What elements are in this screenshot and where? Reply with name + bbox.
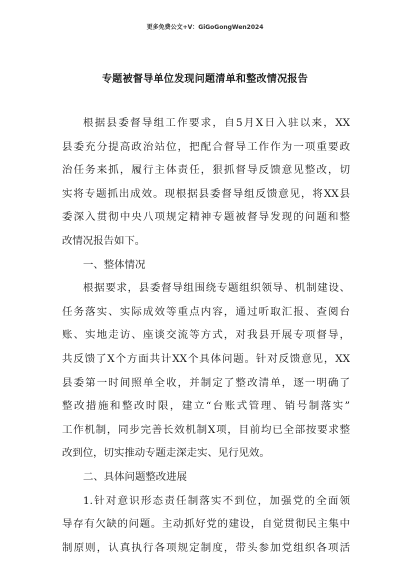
section-heading: 一、整体情况: [83, 258, 146, 271]
paragraph-line: 导存有欠缺的问题。主动抓好党的建设，自觉贯彻民主集中: [62, 518, 350, 531]
paragraph-line: 1.针对意识形态责任制落实不到位，加强党的全面领: [83, 494, 350, 507]
paragraph-line: 实将专题抓出成效。现根据县委督导组反馈意见，将XX县: [62, 187, 350, 200]
document-body: [62, 112, 350, 560]
paragraph-line: 治任务来抓，履行主体责任，狠抓督导反馈意见整改，切: [62, 164, 350, 177]
paragraph-line: 制原则，认真执行各项规定制度，带头参加党组织各项活: [62, 541, 350, 554]
paragraph-line: 工作机制，同步完善长效机制X项，目前均已全部按要求整: [62, 423, 350, 436]
document-title: 专题被督导单位发现问题清单和整改情况报告: [102, 74, 308, 85]
paragraph-line: 任务落实、实际成效等重点内容，通过听取汇报、查阅台: [62, 305, 350, 318]
paragraph-line: 根据县委督导组工作要求，自5月X日入驻以来，XX: [83, 117, 350, 129]
paragraph-line: 共反馈了X个方面共计XX个具体问题。针对反馈意见，XX: [62, 352, 350, 365]
header-note: 更多免费公文+V：GiGoGongWen2024: [146, 24, 264, 31]
paragraph-line: 改情况报告如下。: [62, 234, 146, 247]
section-heading: 二、具体问题整改进展: [83, 470, 187, 483]
paragraph-line: 县委第一时间照单全收，并制定了整改清单，逐一明确了: [62, 376, 350, 389]
paragraph-line: 县委充分提高政治站位，把配合督导工作作为一项重要政: [62, 140, 350, 153]
paragraph-line: 账、实地走访、座谈交流等方式，对我县开展专项督导，: [62, 329, 350, 342]
paragraph-line: 根据要求，县委督导组围绕专题组织领导、机制建设、: [83, 282, 350, 295]
paragraph-line: 改到位，切实推动专题走深走实、见行见效。: [62, 447, 270, 460]
paragraph-line: 整改措施和整改时限，建立“台账式管理、销号制落实”: [62, 400, 350, 413]
paragraph-line: 委深入贯彻中央八项规定精神专题被督导发现的问题和整: [62, 211, 350, 224]
